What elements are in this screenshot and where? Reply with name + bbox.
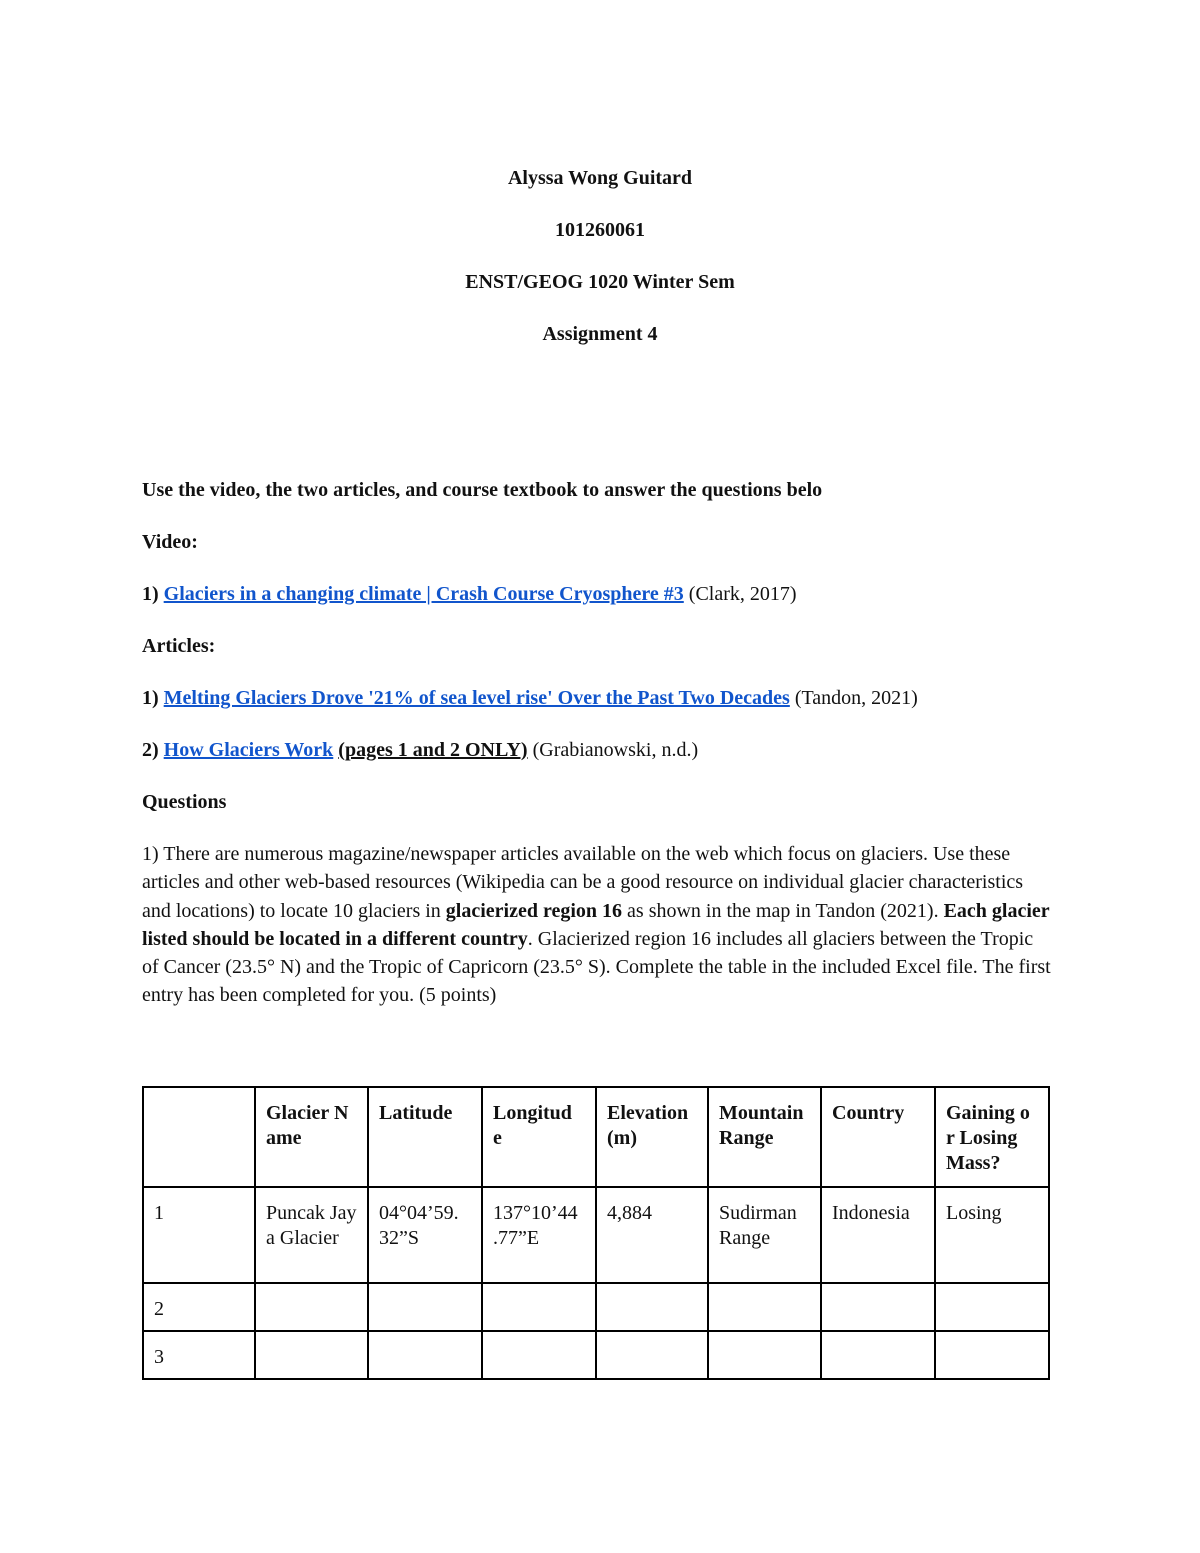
video-item-1-number: 1): [142, 583, 159, 605]
instructions: Use the video, the two articles, and course textbook to answer the questions belo: [142, 479, 823, 501]
cell-latitude[interactable]: [368, 1331, 482, 1379]
article-item-2-number: 2): [142, 739, 159, 761]
cell-mountain-range[interactable]: [708, 1331, 821, 1379]
questions-heading: Questions: [142, 791, 227, 813]
cell-latitude[interactable]: 04°04’59. 32”S: [368, 1187, 482, 1283]
table-header-row: [143, 1087, 1049, 1187]
cell-longitude[interactable]: 137°10’44 .77”E: [482, 1187, 596, 1283]
header-cell-index: [143, 1087, 255, 1187]
cell-glacier-name[interactable]: Puncak Jaya Glacier: [255, 1187, 368, 1283]
header-block: [0, 164, 1200, 372]
cell-mass-change[interactable]: [935, 1283, 1049, 1331]
body-block: [142, 476, 1052, 1010]
article-2-note: (pages 1 and 2 ONLY): [338, 739, 528, 761]
video-link[interactable]: Glaciers in a changing climate | Crash Course Cryosphere #3: [163, 583, 684, 605]
header-cell-glacier-name: Glacier Name: [255, 1087, 368, 1187]
cell-elevation[interactable]: 4,884: [596, 1187, 708, 1283]
question-1-text-b: as shown in the map in Tandon (2021).: [622, 899, 944, 922]
table-row: [143, 1187, 1049, 1283]
cell-longitude[interactable]: [482, 1331, 596, 1379]
header-cell-longitude: Longitud e: [482, 1087, 596, 1187]
article-1-link[interactable]: Melting Glaciers Drove '21% of sea level rise' Over the Past Two Decades: [163, 687, 790, 709]
question-1: [142, 840, 1052, 1010]
cell-country[interactable]: Indonesia: [821, 1187, 935, 1283]
header-cell-mass-change: Gaining or Losing Mass?: [935, 1087, 1049, 1187]
table-row: [143, 1283, 1049, 1331]
article-item-1-number: 1): [142, 687, 159, 709]
article-item-1: [142, 684, 1052, 712]
glacier-table: [142, 1086, 1050, 1380]
header-cell-country: Country: [821, 1087, 935, 1187]
article-item-2: [142, 736, 1052, 764]
cell-country[interactable]: [821, 1331, 935, 1379]
question-1-text-c: . Glacierized region 16 includes all glaciers between the Tropic of Cancer (23.5° N) and the Tropic of Capricorn (23.5° S). Complete the table in the included Excel file. The first entry has been completed for you. (5 points): [142, 927, 1051, 1007]
cell-mountain-range[interactable]: [708, 1283, 821, 1331]
cell-country[interactable]: [821, 1283, 935, 1331]
question-1-bold-b: Each glacier listed should be located in a different country: [142, 899, 1050, 950]
course-title: ENST/GEOG 1020 Winter Sem: [465, 271, 735, 293]
video-citation: (Clark, 2017): [688, 583, 797, 605]
question-1-bold-a: glacierized region 16: [445, 899, 623, 922]
cell-glacier-name[interactable]: [255, 1331, 368, 1379]
cell-index[interactable]: 2: [143, 1283, 255, 1331]
header-cell-mountain-range: Mountain Range: [708, 1087, 821, 1187]
cell-glacier-name[interactable]: [255, 1283, 368, 1331]
cell-mass-change[interactable]: Losing: [935, 1187, 1049, 1283]
header-cell-elevation: Elevation (m): [596, 1087, 708, 1187]
article-1-citation: (Tandon, 2021): [794, 687, 918, 709]
articles-heading: Articles:: [142, 635, 216, 657]
student-id: 101260061: [555, 219, 645, 241]
table-row: [143, 1331, 1049, 1379]
cell-mountain-range[interactable]: Sudirman Range: [708, 1187, 821, 1283]
assignment-title: Assignment 4: [542, 323, 658, 345]
article-2-citation: (Grabianowski, n.d.): [532, 739, 699, 761]
cell-index[interactable]: 3: [143, 1331, 255, 1379]
cell-elevation[interactable]: [596, 1331, 708, 1379]
video-item-1: [142, 580, 1052, 608]
cell-latitude[interactable]: [368, 1283, 482, 1331]
cell-elevation[interactable]: [596, 1283, 708, 1331]
student-name: Alyssa Wong Guitard: [507, 167, 693, 189]
header-cell-latitude: Latitude: [368, 1087, 482, 1187]
cell-index[interactable]: 1: [143, 1187, 255, 1283]
cell-longitude[interactable]: [482, 1283, 596, 1331]
article-2-link[interactable]: How Glaciers Work: [163, 739, 334, 761]
question-1-text-a: 1) There are numerous magazine/newspaper articles available on the web which focus on glaciers. Use these articles and other web-based resources (Wikipedia can be a good resource on individual glacier characteristics and locations) to locate 10 glaciers in: [142, 843, 1024, 922]
cell-mass-change[interactable]: [935, 1331, 1049, 1379]
video-heading: Video:: [142, 531, 198, 553]
